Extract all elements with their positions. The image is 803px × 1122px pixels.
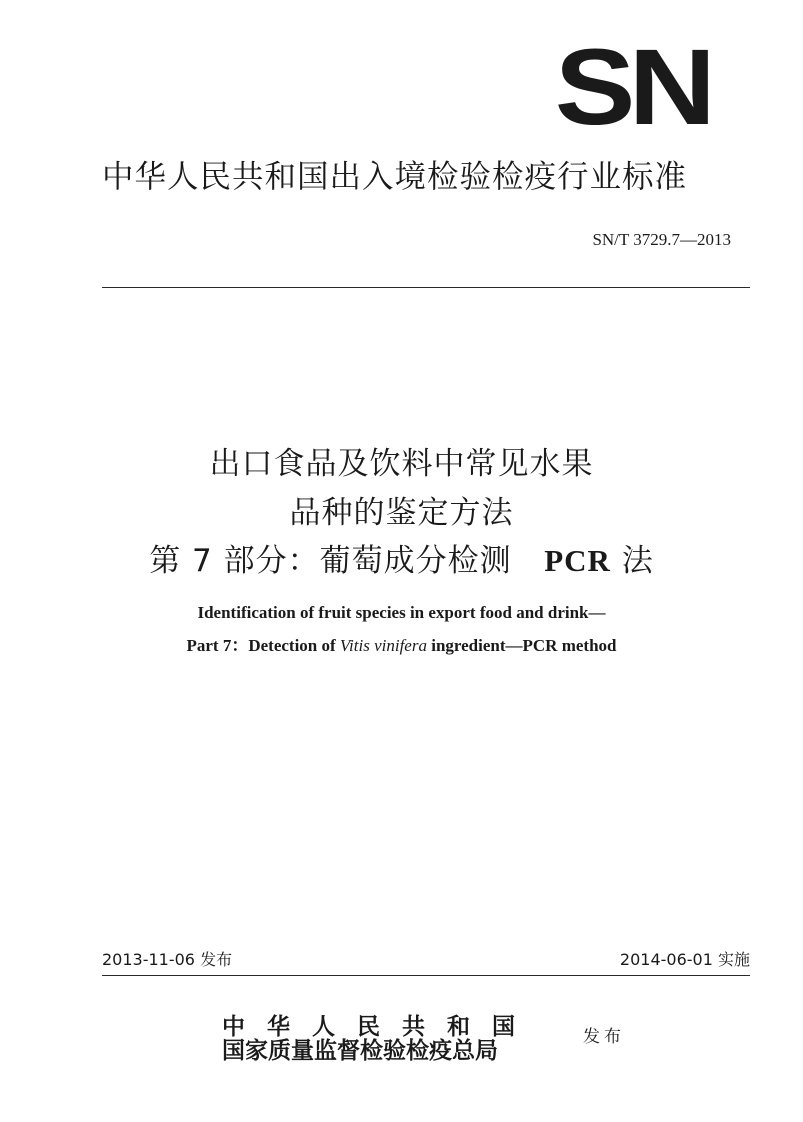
title-cn-line1: 出口食品及饮料中常见水果 — [209, 446, 594, 482]
publisher-action: 发布 — [583, 1027, 625, 1047]
standard-code: SN/T 3729.7—2013 — [592, 230, 731, 249]
title-cn-suffix: 法 — [621, 543, 654, 579]
sn-logo: SN — [554, 26, 710, 147]
title-cn-line2: 品种的鉴定方法 — [289, 495, 514, 531]
title-en-line2 — [0, 631, 803, 656]
title-cn-part: 第 7 部分：葡萄成分检测 — [149, 543, 512, 579]
title-en-method: ingredient—PCR method — [426, 636, 617, 655]
issue-date: 2013-11-06 发布 — [102, 950, 233, 969]
publisher-line2: 国家质量监督检验检疫总局 — [222, 1037, 498, 1064]
title-en-line1: Identification of fruit species in export food and drink— — [197, 603, 606, 622]
footer-divider — [102, 975, 750, 976]
publisher-line1: 中华人民共和国 — [222, 1013, 537, 1040]
header-divider — [102, 287, 750, 288]
implementation-date: 2014-06-01 实施 — [619, 950, 750, 969]
title-cn-line3 — [0, 535, 803, 580]
title-en-part: Part 7：Detection of — [186, 636, 340, 655]
title-cn-method: PCR — [544, 543, 611, 578]
industry-standard-title: 中华人民共和国出入境检验检疫行业标准 — [102, 159, 688, 195]
title-en-species: Vitis vinifera — [339, 636, 427, 655]
